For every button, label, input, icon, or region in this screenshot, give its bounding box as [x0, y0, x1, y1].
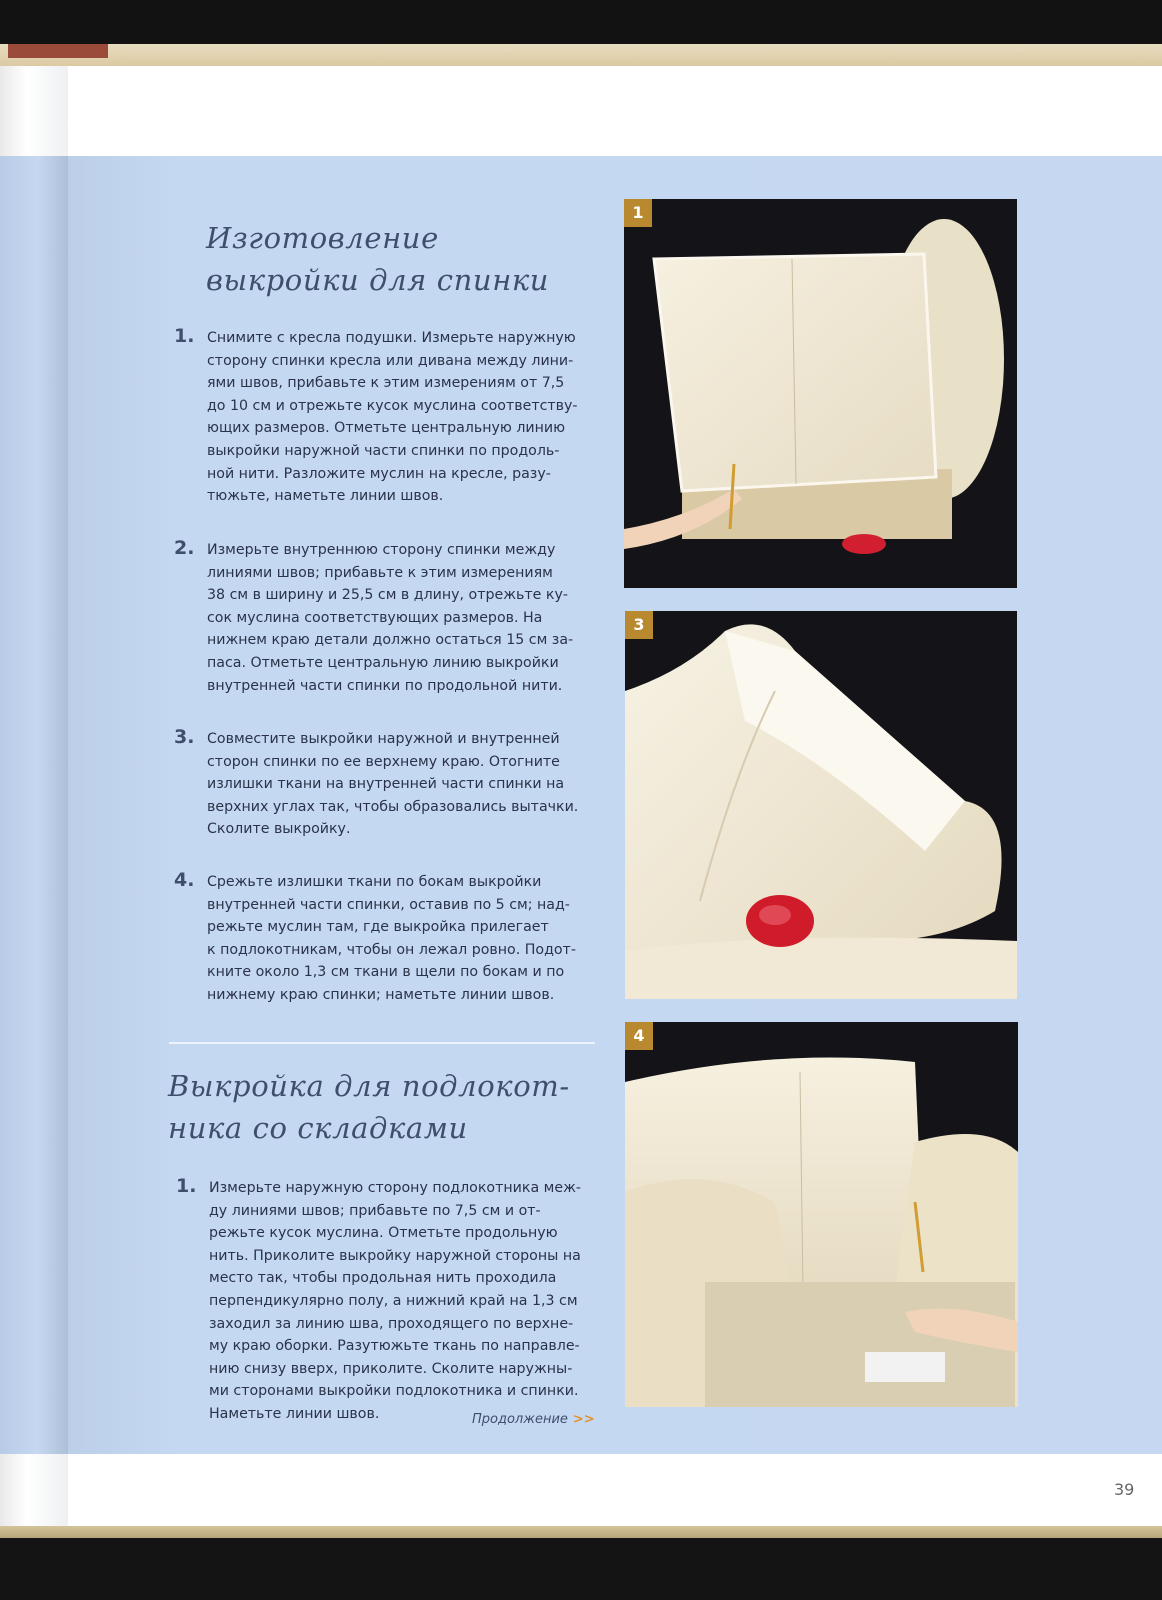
text-line: сторон спинки по ее верхнему краю. Отогните: [207, 753, 560, 770]
text-line: 38 см в ширину и 25,5 см в длину, отрежьте ку-: [207, 587, 568, 604]
scan-background-top: [0, 0, 1162, 50]
text-line: Совместите выкройки наружной и внутренней: [207, 731, 560, 747]
title-line: ника со складками: [168, 1111, 468, 1145]
step-text: [209, 1177, 581, 1426]
text-line: верхних углах так, чтобы образовались вытачки.: [207, 798, 579, 815]
photo-badge: 1: [624, 199, 652, 227]
step-number: 4.: [174, 869, 195, 891]
text-line: нить. Приколите выкройку наружной стороны на: [209, 1247, 581, 1264]
title-line: Изготовление: [206, 221, 439, 255]
text-line: режьте кусок муслина. Отметьте продольную: [209, 1225, 558, 1242]
text-line: до 10 см и отрежьте кусок муслина соответству-: [207, 397, 578, 414]
text-line: ющих размеров. Отметьте центральную линию: [207, 420, 566, 437]
title-line: выкройки для спинки: [206, 263, 550, 297]
section-title-back-pattern: [206, 217, 596, 301]
text-line: Снимите с кресла подушки. Измерьте наружную: [207, 330, 576, 346]
text-line: выкройки наружной части спинки по продоль-: [207, 442, 560, 459]
step-number: 2.: [174, 537, 195, 559]
text-line: Срежьте излишки ткани по бокам выкройки: [207, 874, 542, 890]
continue-label: Продолжение: [472, 1412, 568, 1427]
step-text: [207, 871, 576, 1007]
photo-step-4: [625, 1022, 1018, 1407]
text-line: Измерьте внутреннюю сторону спинки между: [207, 542, 556, 558]
continue-arrows: >>: [572, 1412, 595, 1427]
text-line: нижнему краю спинки; наметьте линии швов.: [207, 986, 555, 1003]
continue-link: [472, 1412, 595, 1427]
text-line: сок муслина соответствующих размеров. На: [207, 609, 543, 626]
photo-illustration: [625, 1022, 1018, 1407]
text-line: сторону спинки кресла или дивана между лини-: [207, 352, 574, 369]
step-number: 3.: [174, 726, 195, 748]
text-line: му краю оборки. Разутюжьте ткань по направле-: [209, 1338, 580, 1355]
photo-illustration: [624, 199, 1017, 588]
step-text: [207, 327, 578, 508]
photo-step-3: [625, 611, 1017, 999]
text-line: нижнем краю детали должно остаться 15 см за-: [207, 632, 574, 649]
title-line: Выкройка для подлокот-: [168, 1069, 570, 1103]
photo-badge: 3: [625, 611, 653, 639]
book-cover-edge-bottom: [0, 1526, 1162, 1538]
photo-illustration: [625, 611, 1017, 999]
section-title-arm-pattern: [168, 1065, 598, 1149]
text-line: к подлокотникам, чтобы он лежал ровно. Подот-: [207, 941, 576, 958]
text-line: Наметьте линии швов.: [209, 1405, 380, 1422]
text-line: нию снизу вверх, приколите. Сколите наружны-: [209, 1360, 573, 1377]
text-line: место так, чтобы продольная нить проходила: [209, 1270, 557, 1287]
photo-step-1: [624, 199, 1017, 588]
section-divider: [169, 1042, 595, 1044]
facing-page-band: [0, 156, 68, 1454]
page-number: 39: [1114, 1480, 1135, 1499]
step-text: [207, 539, 573, 697]
text-line: паса. Отметьте центральную линию выкройки: [207, 654, 559, 671]
text-line: ями швов, прибавьте к этим измерениям от 7,5: [207, 375, 565, 392]
text-line: тюжьте, наметьте линии швов.: [207, 488, 444, 505]
text-line: Сколите выкройку.: [207, 821, 351, 838]
text-line: излишки ткани на внутренней части спинки на: [207, 776, 565, 793]
text-line: ной нити. Разложите муслин на кресле, разу-: [207, 465, 551, 482]
text-line: Измерьте наружную сторону подлокотника меж-: [209, 1180, 581, 1196]
text-line: ду линиями швов; прибавьте по 7,5 см и от-: [209, 1202, 541, 1219]
text-line: внутренней части спинки, оставив по 5 см; над-: [207, 896, 570, 913]
text-line: линиями швов; прибавьте к этим измерениям: [207, 564, 553, 581]
text-line: внутренней части спинки по продольной нити.: [207, 677, 563, 694]
text-line: режьте муслин там, где выкройка прилегает: [207, 919, 549, 936]
step-number: 1.: [174, 325, 195, 347]
text-line: ми сторонами выкройки подлокотника и спинки.: [209, 1383, 579, 1400]
photo-badge: 4: [625, 1022, 653, 1050]
step-text: [207, 728, 578, 841]
step-number: 1.: [176, 1175, 197, 1197]
text-line: заходил за линию шва, проходящего по верхне-: [209, 1315, 574, 1332]
book-spine: [8, 44, 108, 58]
text-line: кните около 1,3 см ткани в щели по бокам и по: [207, 964, 565, 981]
text-line: перпендикулярно полу, а нижний край на 1,3 см: [209, 1292, 578, 1309]
